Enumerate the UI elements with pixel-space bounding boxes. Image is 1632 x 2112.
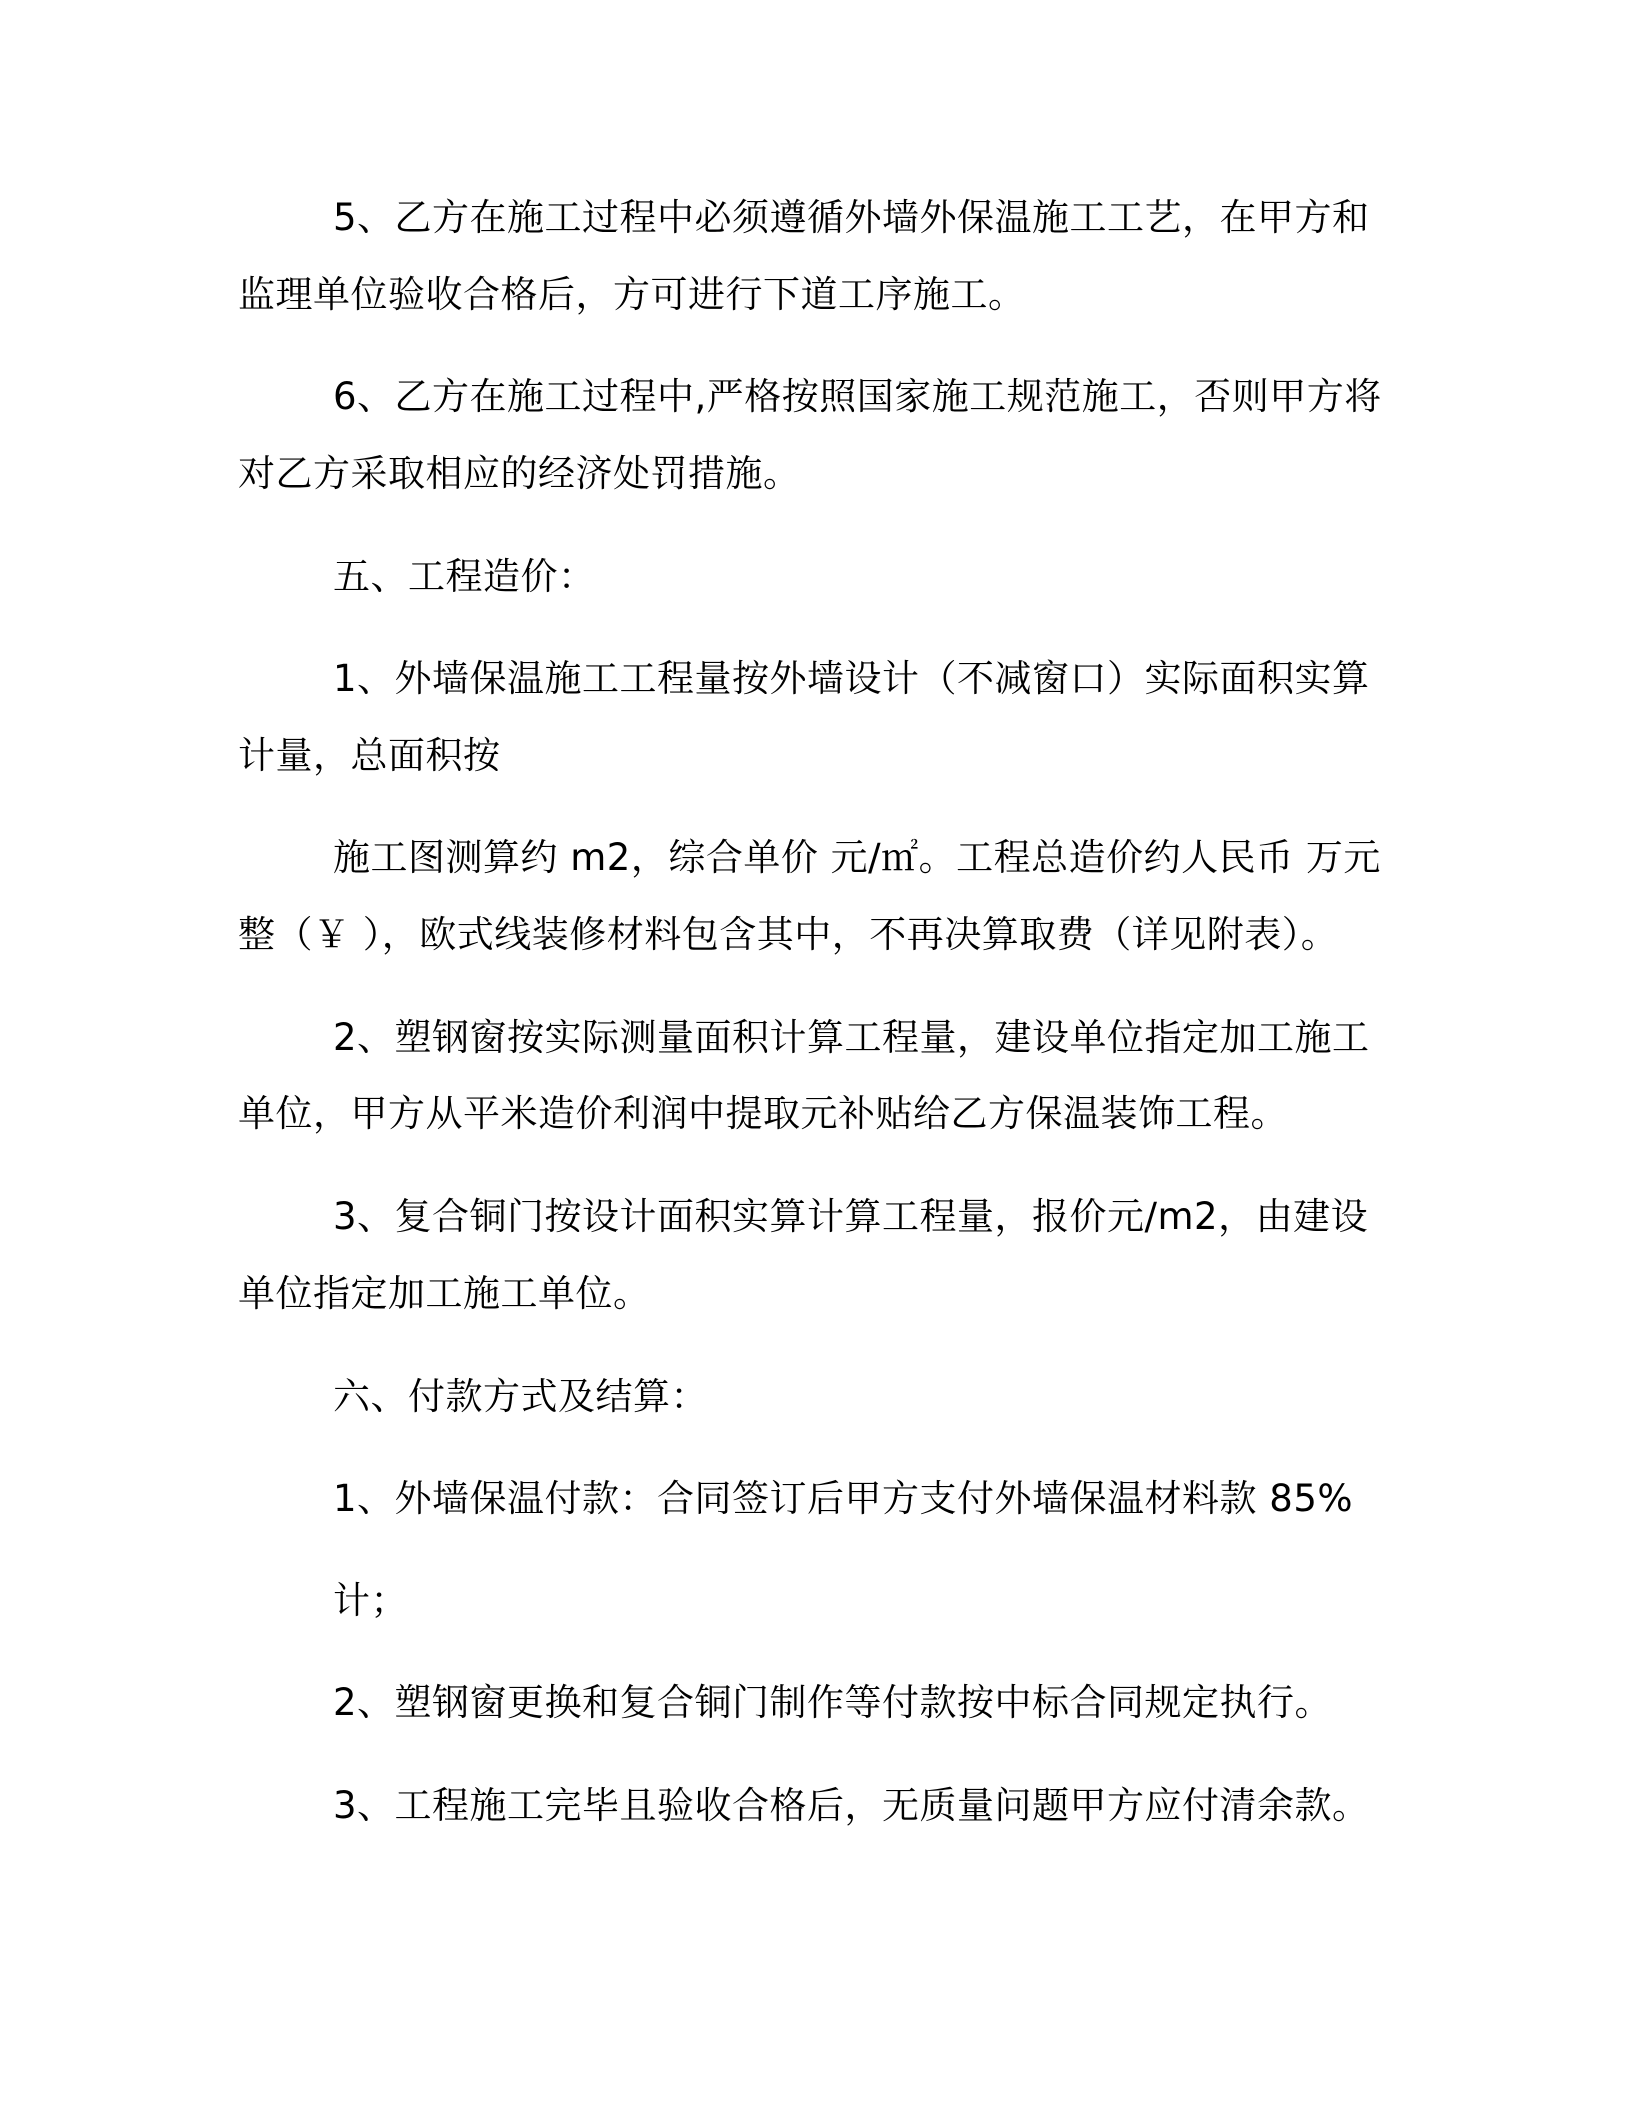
clause-6-1-line-1: 1、外墙保温付款：合同签订后甲方支付外墙保温材料款 85%: [333, 1477, 1354, 1520]
clause-4-6-line-2: 对乙方采取相应的经济处罚措施。: [238, 452, 801, 495]
clause-5-1-cont-line-2: 整（￥ ），欧式线装修材料包含其中，不再决算取费（详见附表）。: [238, 913, 1339, 956]
clause-4-5-line-2: 监理单位验收合格后，方可进行下道工序施工。: [238, 273, 1026, 316]
clause-5-1-line-2: 计量，总面积按: [238, 734, 501, 777]
clause-5-2-line-2: 单位，甲方从平米造价利润中提取元补贴给乙方保温装饰工程。: [238, 1092, 1288, 1135]
clause-5-2-line-1: 2、塑钢窗按实际测量面积计算工程量，建设单位指定加工施工: [333, 1016, 1370, 1059]
clause-6-3-line-1: 3、工程施工完毕且验收合格后，无质量问题甲方应付清余款。: [333, 1784, 1370, 1827]
clause-4-5-line-1: 5、乙方在施工过程中必须遵循外墙外保温施工工艺，在甲方和: [333, 196, 1370, 239]
clause-4-6-line-1: 6、乙方在施工过程中,严格按照国家施工规范施工，否则甲方将: [333, 375, 1382, 418]
clause-6-2-line-1: 2、塑钢窗更换和复合铜门制作等付款按中标合同规定执行。: [333, 1681, 1333, 1724]
clause-5-3-line-2: 单位指定加工施工单位。: [238, 1272, 651, 1315]
clause-6-1-cont-line-1: 计；: [333, 1579, 408, 1622]
clause-5-3-line-1: 3、复合铜门按设计面积实算计算工程量，报价元/m2，由建设: [333, 1195, 1369, 1238]
section-heading-payment: 六、付款方式及结算：: [333, 1375, 708, 1418]
section-heading-price: 五、工程造价：: [333, 555, 596, 598]
clause-5-1-cont-line-1: 施工图测算约 m2，综合单价 元/㎡。工程总造价约人民币 万元: [333, 836, 1381, 879]
clause-5-1-line-1: 1、外墙保温施工工程量按外墙设计（不减窗口）实际面积实算: [333, 657, 1370, 700]
